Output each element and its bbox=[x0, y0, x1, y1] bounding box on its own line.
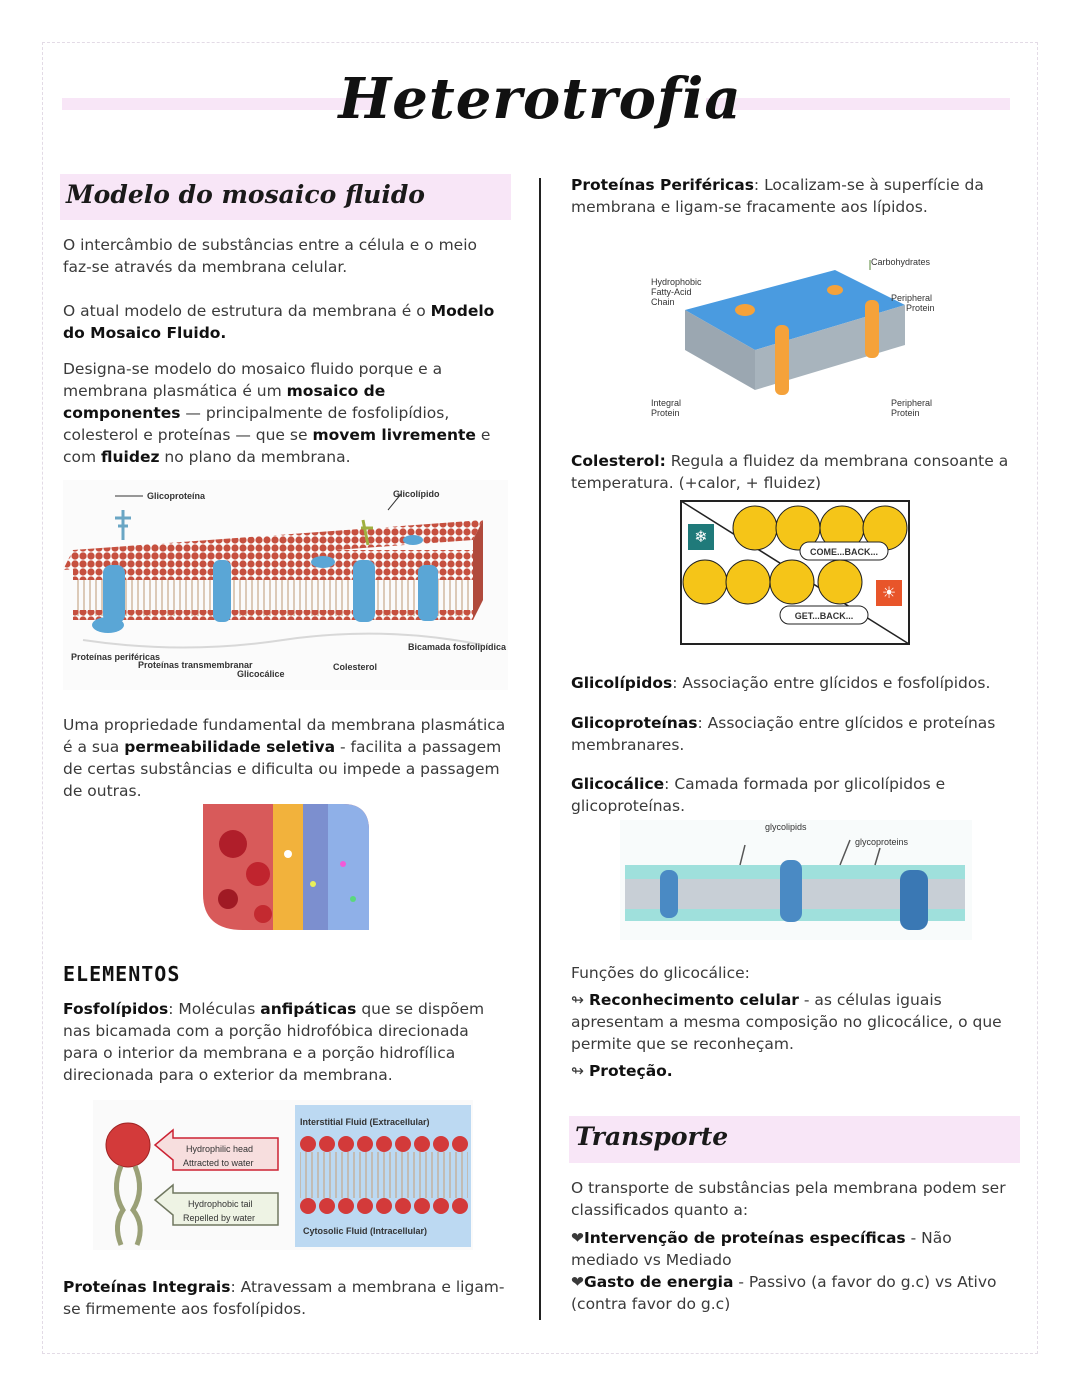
bold-text: Glicolípidos bbox=[571, 674, 673, 692]
text: - Passivo (a favor do g.c) vs Ativo (contra favor do g.c) bbox=[571, 1273, 997, 1313]
cholesterol-cartoon bbox=[680, 500, 910, 645]
fosfolipidos-paragraph bbox=[63, 998, 508, 1086]
model-paragraph bbox=[63, 300, 508, 344]
label-get-back: GET...BACK... bbox=[794, 611, 854, 621]
function-protection bbox=[571, 1060, 1016, 1082]
label-carbohydrates: Carbohydrates bbox=[871, 257, 931, 267]
label-glicocalice: Glicocálice bbox=[237, 669, 285, 679]
section-header-mosaic bbox=[60, 174, 511, 220]
label-glicoproteina: Glicoproteína bbox=[147, 491, 206, 501]
text: — principalmente de fosfolipídios, colesterol e proteínas — que se bbox=[63, 404, 450, 444]
bold-text: permeabilidade seletiva bbox=[124, 738, 336, 756]
section-title: Modelo do mosaico fluido bbox=[66, 180, 425, 209]
page-title: Heterotrofia bbox=[338, 66, 742, 132]
text: e com bbox=[63, 426, 491, 466]
phospholipid-diagram bbox=[93, 1100, 473, 1250]
column-divider bbox=[539, 178, 541, 1320]
text: no plano da membrana. bbox=[159, 448, 351, 466]
label-fatty-3: Chain bbox=[651, 297, 675, 307]
intro-paragraph: O intercâmbio de substâncias entre a célula e o meio faz-se através da membrana celular. bbox=[63, 236, 477, 276]
function-recognition bbox=[571, 989, 1019, 1055]
label-come-back: COME...BACK... bbox=[809, 547, 879, 557]
arrow-icon: ↬ bbox=[571, 1062, 584, 1080]
label-integral-2: Protein bbox=[651, 408, 680, 418]
bold-text: Fosfolípidos bbox=[63, 1000, 169, 1018]
text: : Camada formada por glicolípidos e glicoproteínas. bbox=[571, 775, 946, 815]
label-peripheral-1a: Peripheral bbox=[891, 293, 933, 303]
permeability-paragraph bbox=[63, 714, 508, 802]
text: - as células iguais apresentam a mesma composição no glicocálice, o que permite que se reconheçam. bbox=[571, 991, 1002, 1053]
label-transmembranar: Proteínas transmembranar bbox=[138, 660, 253, 670]
transport-intro: O transporte de substâncias pela membrana podem ser classificados quanto a: bbox=[571, 1179, 1006, 1219]
label-peripheral-2a: Peripheral bbox=[891, 398, 933, 408]
transport-item-energy bbox=[571, 1271, 1019, 1315]
text: : Associação entre glícidos e proteínas membranares. bbox=[571, 714, 996, 754]
cholesterol-paragraph bbox=[571, 450, 1011, 494]
label-bicamada: Bicamada fosfolipídica bbox=[408, 642, 507, 652]
text: - Não mediado vs Mediado bbox=[571, 1229, 952, 1269]
label-peripheral-1b: Protein bbox=[906, 303, 935, 313]
text: - facilita a passagem de certas substâncias e dificulta ou impede a passagem de outras. bbox=[63, 738, 502, 800]
label-colesterol: Colesterol bbox=[333, 662, 378, 672]
bold-text: Glicoproteínas bbox=[571, 714, 698, 732]
text: : Associação entre glícidos e fosfolípidos. bbox=[672, 674, 991, 692]
bold-text: Intervenção de proteínas específicas bbox=[584, 1229, 906, 1247]
peripheral-proteins-paragraph bbox=[571, 174, 1011, 218]
arrow-icon: ↬ bbox=[571, 991, 584, 1009]
heart-icon: ❤ bbox=[571, 1229, 584, 1247]
text: O atual modelo de estrutura da membrana é o bbox=[63, 302, 431, 320]
label-intracellular: Cytosolic Fluid (Intracellular) bbox=[303, 1226, 428, 1236]
sun-glyph: ☀ bbox=[881, 583, 897, 602]
text: que se dispõem nas bicamada com a porção hidrofóbica direcionada para o interior da membrana e a porção hidrofílica direcionada para o exterior da membrana. bbox=[63, 1000, 485, 1084]
glycocalyx-paragraph bbox=[571, 773, 1011, 817]
bold-text: mosaico de componentes bbox=[63, 382, 386, 422]
label-glycolipids: glycolipids bbox=[765, 822, 807, 832]
text: : Moléculas bbox=[168, 1000, 261, 1018]
membrane-3d-diagram bbox=[645, 250, 945, 420]
bold-text: Colesterol: bbox=[571, 452, 666, 470]
glycolipids-paragraph bbox=[571, 672, 1011, 694]
transport-title: Transporte bbox=[575, 1122, 729, 1151]
membrane-diagram bbox=[63, 480, 508, 690]
bold-text: Reconhecimento celular bbox=[588, 991, 799, 1009]
bold-text: anfipáticas bbox=[260, 1000, 357, 1018]
permeability-illustration bbox=[203, 804, 369, 930]
label-fatty-2: Fatty-Acid bbox=[651, 287, 692, 297]
bold-text: Proteção. bbox=[588, 1062, 673, 1080]
section-header-transport bbox=[569, 1116, 1020, 1163]
label-fatty-1: Hydrophobic bbox=[651, 277, 702, 287]
bold-text: Gasto de energia bbox=[584, 1273, 734, 1291]
bold-text: fluidez bbox=[101, 448, 160, 466]
bold-text: Proteínas Integrais bbox=[63, 1278, 231, 1296]
text: Designa-se modelo do mosaico fluido porque e a membrana plasmática é um bbox=[63, 360, 443, 400]
snowflake-glyph: ❄ bbox=[694, 527, 708, 546]
label-head-sub: Attracted to water bbox=[183, 1158, 254, 1168]
glycoproteins-paragraph bbox=[571, 712, 1011, 756]
bold-text: Proteínas Periféricas bbox=[571, 176, 754, 194]
glycocalyx-diagram bbox=[620, 820, 972, 940]
heart-icon: ❤ bbox=[571, 1273, 584, 1291]
label-tail: Hydrophobic tail bbox=[188, 1199, 253, 1209]
label-head: Hydrophilic head bbox=[186, 1144, 254, 1154]
description-paragraph bbox=[63, 358, 503, 468]
text: Uma propriedade fundamental da membrana plasmática é a sua bbox=[63, 716, 506, 756]
label-perifericas: Proteínas periféricas bbox=[71, 652, 161, 662]
functions-heading: Funções do glicocálice: bbox=[571, 964, 750, 982]
text: : Atravessam a membrana e ligam-se firmemente aos fosfolípidos. bbox=[63, 1278, 505, 1318]
bold-text: Glicocálice bbox=[571, 775, 665, 793]
label-integral-1: Integral bbox=[651, 398, 682, 408]
label-glicolipido: Glicolípido bbox=[393, 489, 440, 499]
label-extracellular: Interstitial Fluid (Extracellular) bbox=[300, 1117, 430, 1127]
label-tail-sub: Repelled by water bbox=[183, 1213, 256, 1223]
label-glycoproteins: glycoproteins bbox=[855, 837, 909, 847]
bold-text: Modelo do Mosaico Fluido. bbox=[63, 302, 495, 342]
bold-text: movem livremente bbox=[312, 426, 476, 444]
text: Regula a fluidez da membrana consoante a temperatura. (+calor, + fluidez) bbox=[571, 452, 1009, 492]
text: : Localizam-se à superfície da membrana e ligam-se fracamente aos lípidos. bbox=[571, 176, 984, 216]
integral-proteins-paragraph bbox=[63, 1276, 508, 1320]
label-peripheral-2b: Protein bbox=[891, 408, 920, 418]
elements-heading: ELEMENTOS bbox=[63, 962, 181, 986]
transport-item-proteins bbox=[571, 1227, 1019, 1271]
